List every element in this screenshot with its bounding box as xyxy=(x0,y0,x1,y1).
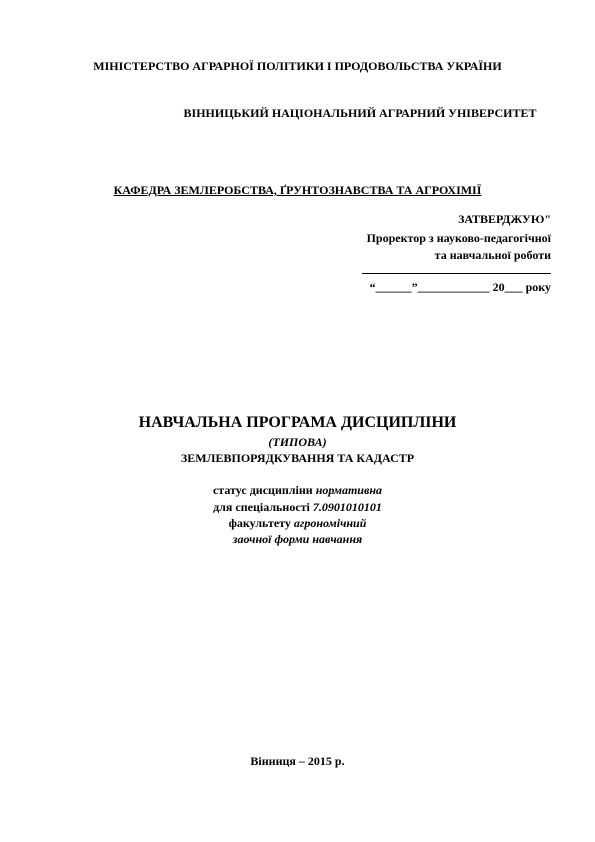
discipline-status xyxy=(0,483,595,498)
specialty xyxy=(0,500,595,515)
ministry-heading: МІНІСТЕРСТВО АГРАРНОЇ ПОЛІТИКИ І ПРОДОВОЛЬСТВА УКРАЇНИ xyxy=(93,59,502,73)
status-value: нормативна xyxy=(315,483,383,497)
signature-line xyxy=(362,273,551,274)
approval-date-line: “______”____________ 20___ року xyxy=(369,280,551,294)
status-label: статус дисципліни xyxy=(212,483,316,497)
prorector-title-line2: та навчальної роботи xyxy=(434,248,551,262)
department-heading: КАФЕДРА ЗЕМЛЕРОБСТВА, ҐРУНТОЗНАВСТВА ТА АГРОХІМІЇ xyxy=(113,183,482,197)
faculty-label: факультету xyxy=(228,516,294,530)
program-type: (ТИПОВА) xyxy=(268,435,327,449)
discipline-name: ЗЕМЛЕВПОРЯДКУВАННЯ ТА КАДАСТР xyxy=(180,451,415,465)
faculty xyxy=(0,516,595,531)
program-title: НАВЧАЛЬНА ПРОГРАМА ДИСЦИПЛІНИ xyxy=(138,414,457,431)
faculty-value: агрономічний xyxy=(293,516,367,530)
city-year: Вінниця – 2015 р. xyxy=(250,754,345,768)
approval-title: ЗАТВЕРДЖУЮ" xyxy=(458,212,551,226)
study-form: заочної форми навчання xyxy=(232,532,363,546)
specialty-value: 7.0901010101 xyxy=(312,500,382,514)
prorector-title-line1: Проректор з науково-педагогічної xyxy=(366,231,551,245)
university-heading: ВІННИЦЬКИЙ НАЦІОНАЛЬНИЙ АГРАРНИЙ УНІВЕРСИТЕТ xyxy=(183,106,537,120)
specialty-label: для спеціальності xyxy=(213,500,313,514)
